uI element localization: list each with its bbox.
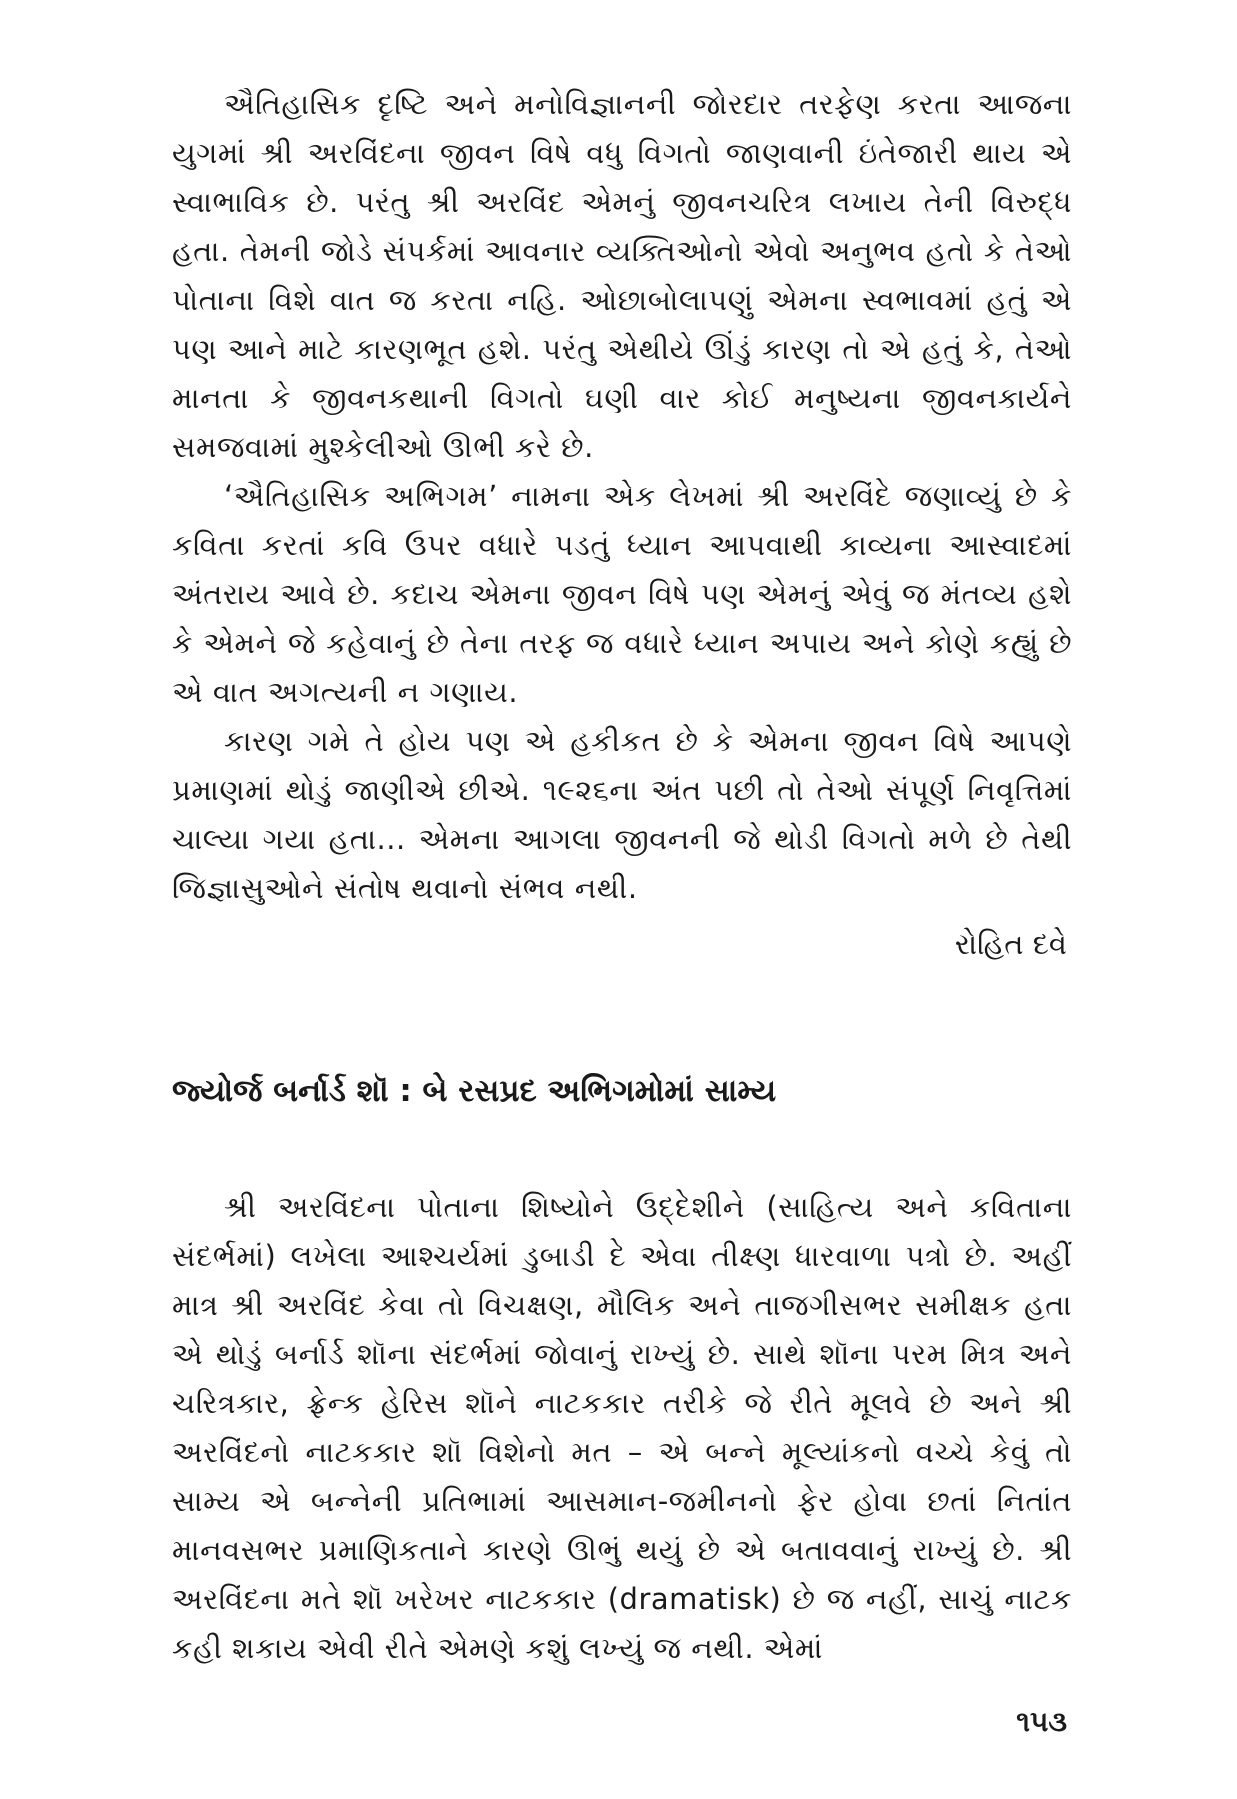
section-heading: જ્યોર્જ બર્નાર્ડ શૉ : બે રસપ્રદ અભિગમોમાં સામ્ય [172, 1073, 777, 1109]
article-section-2 [172, 1183, 1072, 1673]
paragraph: કારણ ગમે તે હોય પણ એ હકીકત છે કે એમના જીવન વિષે આપણે પ્રમાણમાં થોડું જાણીએ છીએ. ૧૯૨૬ના અંત પછી તો તેઓ સંપૂર્ણ નિવૃત્તિમાં ચાલ્યા ગયા હતા... એમના આગલા જીવનની જે થોડી વિગતો મળે છે તેથી જિજ્ઞાસુઓને સંતોષ થવાનો સંભવ નથી. [172, 724, 1072, 905]
article-section-1 [172, 80, 1072, 913]
page-number: ૧૫૩ [1016, 1705, 1067, 1738]
paragraph: ઐતિહાસિક દૃષ્ટિ અને મનોવિજ્ઞાનની જોરદાર તરફેણ કરતા આજના યુગમાં શ્રી અરવિંદના જીવન વિષે વધુ વિગતો જાણવાની ઇંતેજારી થાય એ સ્વાભાવિક છે. પરંતુ શ્રી અરવિંદ એમનું જીવનચરિત્ર લખાય તેની વિરુદ્ધ હતા. તેમની જોડે સંપર્કમાં આવનાર વ્યક્તિઓનો એવો અનુભવ હતો કે તેઓ પોતાના વિશે વાત જ કરતા નહિ. ઓછાબોલાપણું એમના સ્વભાવમાં હતું એ પણ આને માટે કારણભૂત હશે. પરંતુ એથીયે ઊંડું કારણ તો એ હતું કે, તેઓ માનતા કે જીવનકથાની વિગતો ઘણી વાર કોઈ મનુષ્યના જીવનકાર્યને સમજવામાં મુશ્કેલીઓ ઊભી કરે છે. [172, 87, 1072, 464]
paragraph: ‘ઐતિહાસિક અભિગમ’ નામના એક લેખમાં શ્રી અરવિંદે જણાવ્યું છે કે કવિતા કરતાં કવિ ઉપર વધારે પડતું ધ્યાન આપવાથી કાવ્યના આસ્વાદમાં અંતરાય આવે છે. કદાચ એમના જીવન વિષે પણ એમનું એવું જ મંતવ્ય હશે કે એમને જે કહેવાનું છે તેના તરફ જ વધારે ધ્યાન અપાય અને કોણે કહ્યું છે એ વાત અગત્યની ન ગણાય. [172, 479, 1072, 709]
author-signature: રોહિત દવે [954, 927, 1067, 961]
paragraph: શ્રી અરવિંદના પોતાના શિષ્યોને ઉદ્દેશીને (સાહિત્ય અને કવિતાના સંદર્ભમાં) લખેલા આશ્ચર્યમાં ડુબાડી દે એવા તીક્ષ્ણ ધારવાળા પત્રો છે. અહીં માત્ર શ્રી અરવિંદ કેવા તો વિચક્ષણ, મૌલિક અને તાજગીસભર સમીક્ષક હતા એ થોડું બર્નાર્ડ શૉના સંદર્ભમાં જોવાનું રાખ્યું છે. સાથે શૉના પરમ મિત્ર અને ચરિત્રકાર, ફ્રેન્ક હેરિસ શૉને નાટકકાર તરીકે જે રીતે મૂલવે છે અને શ્રી અરવિંદનો નાટકકાર શૉ વિશેનો મત – એ બન્ને મૂલ્યાંકનો વચ્ચે કેવું તો સામ્ય એ બન્નેની પ્રતિભામાં આસમાન-જમીનનો ફેર હોવા છતાં નિતાંત માનવસભર પ્રમાણિકતાને કારણે ઊભું થયું છે એ બતાવવાનું રાખ્યું છે. શ્રી અરવિંદના મતે શૉ ખરેખર નાટકકાર (dramatisk) છે જ નહીં, સાચું નાટક કહી શકાય એવી રીતે એમણે કશું લખ્યું જ નથી. એમાં [172, 1190, 1072, 1665]
